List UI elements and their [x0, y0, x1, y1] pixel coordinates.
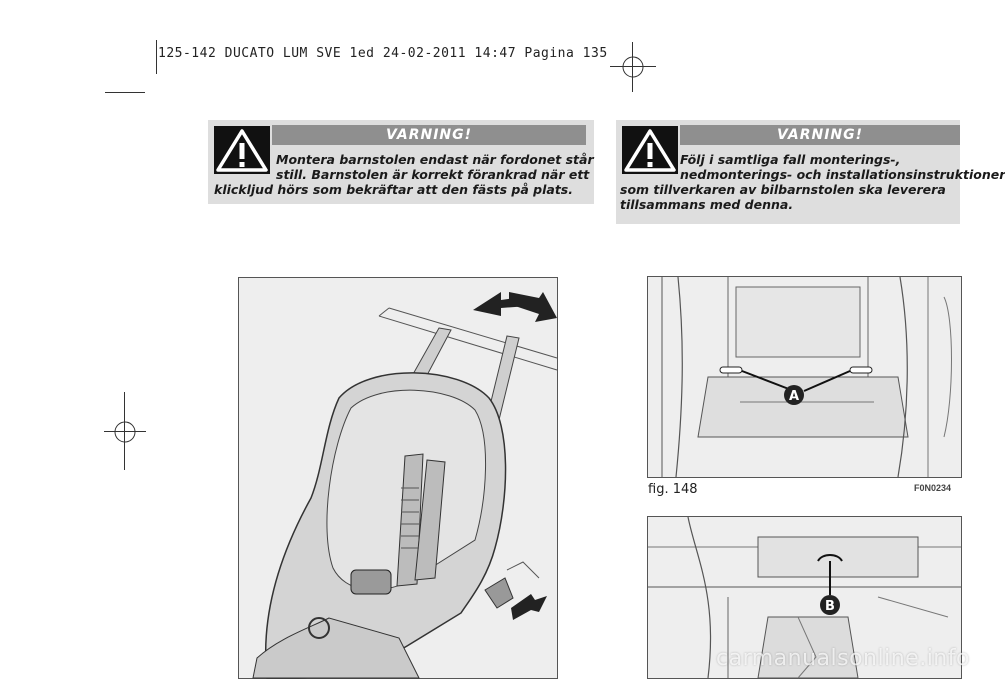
fig-148-illustration: [647, 276, 962, 478]
warning-line: som tillverkaren av bilbarnstolen ska leverera: [620, 182, 946, 197]
watermark: carmanualsonline.info: [716, 646, 970, 671]
crop-mark: [105, 92, 145, 93]
registration-mark-left: [110, 417, 140, 447]
warning-box-1: [208, 120, 594, 204]
warning-line: klickljud hörs som bekräftar att den fästs på plats.: [214, 182, 573, 197]
callout-a-label: A: [788, 389, 800, 404]
fig-148-caption: fig. 148: [648, 482, 698, 497]
print-header: 125-142 DUCATO LUM SVE 1ed 24-02-2011 14:47 Pagina 135: [158, 46, 608, 61]
warning-line: Montera barnstolen endast när fordonet står: [276, 152, 594, 167]
warning-line: tillsammans med denna.: [620, 197, 794, 212]
warning-box-2: [616, 120, 1005, 224]
child-seat-illustration: [238, 277, 558, 679]
callout-b-label: B: [825, 599, 835, 614]
registration-mark-top: [620, 54, 646, 80]
warning-triangle-icon: [214, 126, 270, 174]
warning-line: still. Barnstolen är korrekt förankrad när ett: [276, 167, 590, 182]
warning-triangle-icon: [622, 126, 678, 174]
warning-title: VARNING!: [680, 125, 960, 145]
fig-148-code: F0N0234: [914, 483, 952, 493]
warning-line: nedmonterings- och installationsinstruktioner: [680, 167, 1005, 182]
warning-line: Följ i samtliga fall monterings-,: [680, 152, 901, 167]
crop-mark: [156, 40, 157, 74]
warning-title: VARNING!: [272, 125, 586, 145]
